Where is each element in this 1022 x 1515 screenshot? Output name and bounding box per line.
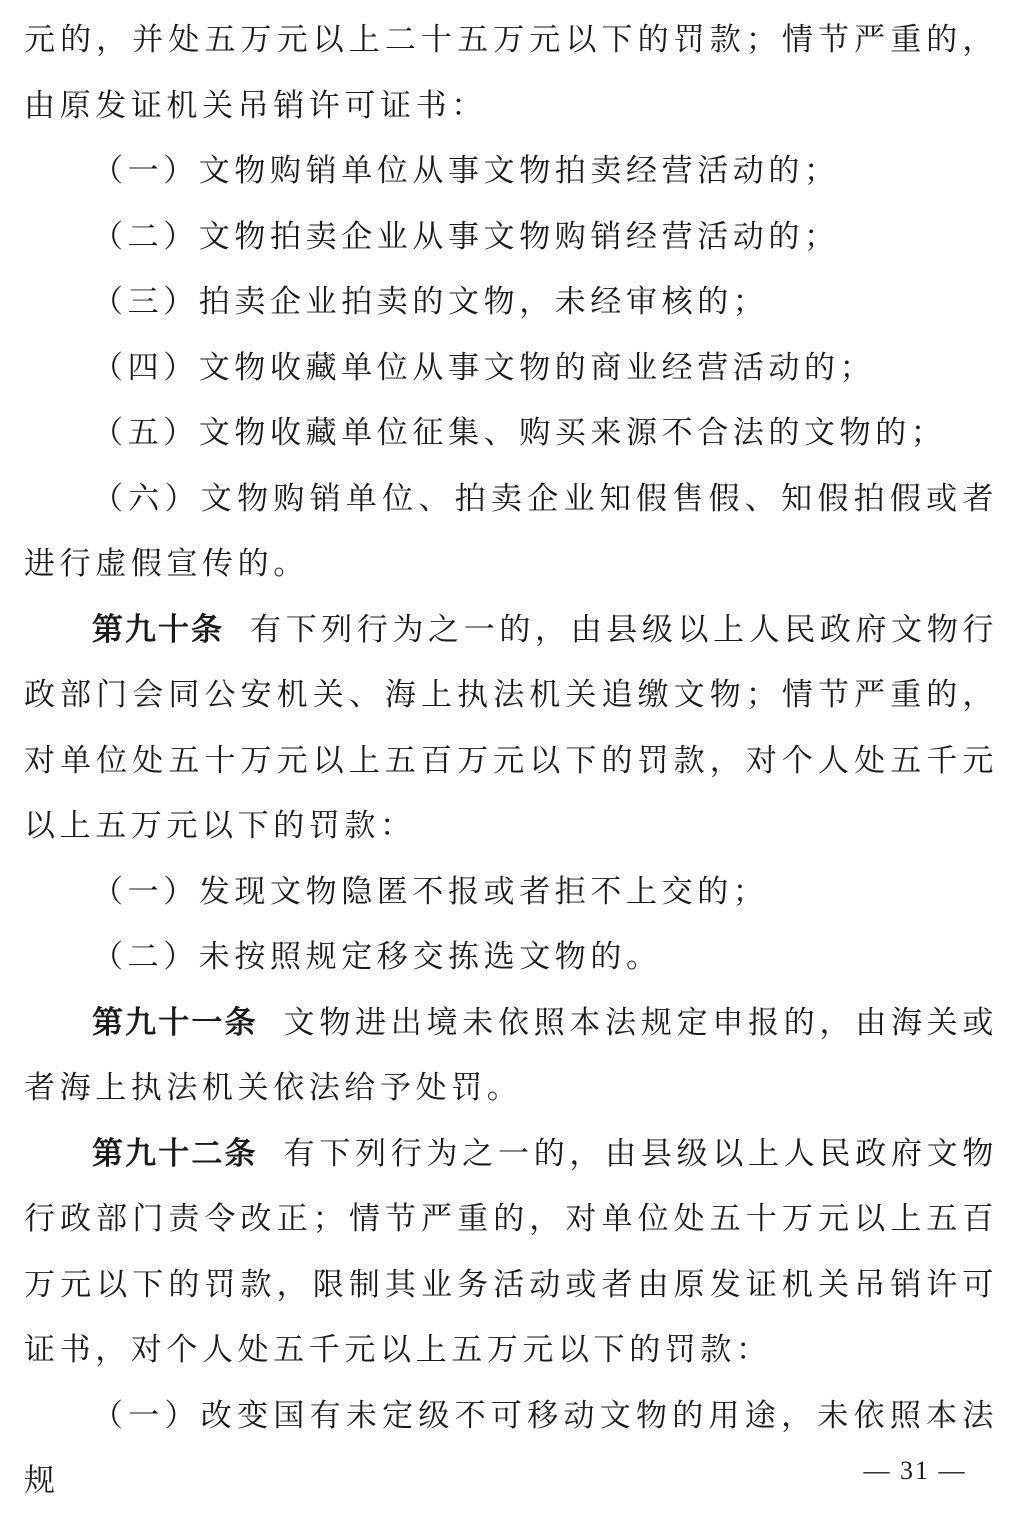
article-91 bbox=[24, 991, 998, 1122]
paragraph-text: 元的，并处五万元以上二十五万元以下的罚款；情节严重的，由原发证机关吊销许可证书： bbox=[24, 22, 998, 124]
paragraph-text: （一）发现文物隐匿不报或者拒不上交的； bbox=[92, 873, 769, 910]
list-item-1 bbox=[24, 139, 998, 205]
list-item-3 bbox=[24, 270, 998, 336]
paragraph-text: （三）拍卖企业拍卖的文物，未经审核的； bbox=[92, 284, 769, 320]
paragraph-text: 文物进出境未依照本法规定申报的，由海关或者海上执法机关依法给予处罚。 bbox=[24, 1004, 998, 1106]
list-item-5 bbox=[24, 401, 998, 467]
paragraph-text: （二）文物拍卖企业从事文物购销经营活动的； bbox=[92, 218, 840, 255]
list-item-6 bbox=[24, 467, 998, 598]
list-item-2 bbox=[24, 925, 998, 991]
paragraph-text: （二）未按照规定移交拣选文物的。 bbox=[92, 939, 662, 975]
paragraph-continuation bbox=[24, 8, 998, 139]
paragraph-text: （一）文物购销单位从事文物拍卖经营活动的； bbox=[92, 153, 840, 189]
paragraph-text: （一）改变国有未定级不可移动文物的用途，未依照本法规 bbox=[24, 1397, 998, 1499]
list-item-1 bbox=[24, 1384, 998, 1515]
list-item-4 bbox=[24, 336, 998, 402]
article-title: 第九十一条 bbox=[92, 1004, 258, 1041]
list-item-1 bbox=[24, 860, 998, 926]
paragraph-text: 有下列行为之一的，由县级以上人民政府文物行政部门责令改正；情节严重的，对单位处五十万元以上五百万元以下的罚款，限制其业务活动或者由原发证机关吊销许可证书，对个人处五千元以上五万元以下的罚款： bbox=[24, 1135, 998, 1368]
page-number: — 31 — bbox=[863, 1456, 967, 1485]
document-page bbox=[24, 8, 998, 1515]
paragraph-text: （六）文物购销单位、拍卖企业知假售假、知假拍假或者进行虚假宣传的。 bbox=[24, 480, 998, 582]
article-90 bbox=[24, 598, 998, 860]
paragraph-text: 有下列行为之一的，由县级以上人民政府文物行政部门会同公安机关、海上执法机关追缴文物；情节严重的，对单位处五十万元以上五百万元以下的罚款，对个人处五千元以上五万元以下的罚款： bbox=[24, 611, 999, 844]
article-title: 第九十二条 bbox=[92, 1135, 258, 1172]
paragraph-text: （四）文物收藏单位从事文物的商业经营活动的； bbox=[92, 349, 876, 386]
paragraph-text: （五）文物收藏单位征集、购买来源不合法的文物的； bbox=[92, 415, 947, 451]
list-item-2 bbox=[24, 205, 998, 271]
article-title: 第九十条 bbox=[92, 611, 225, 648]
article-92 bbox=[24, 1122, 998, 1384]
